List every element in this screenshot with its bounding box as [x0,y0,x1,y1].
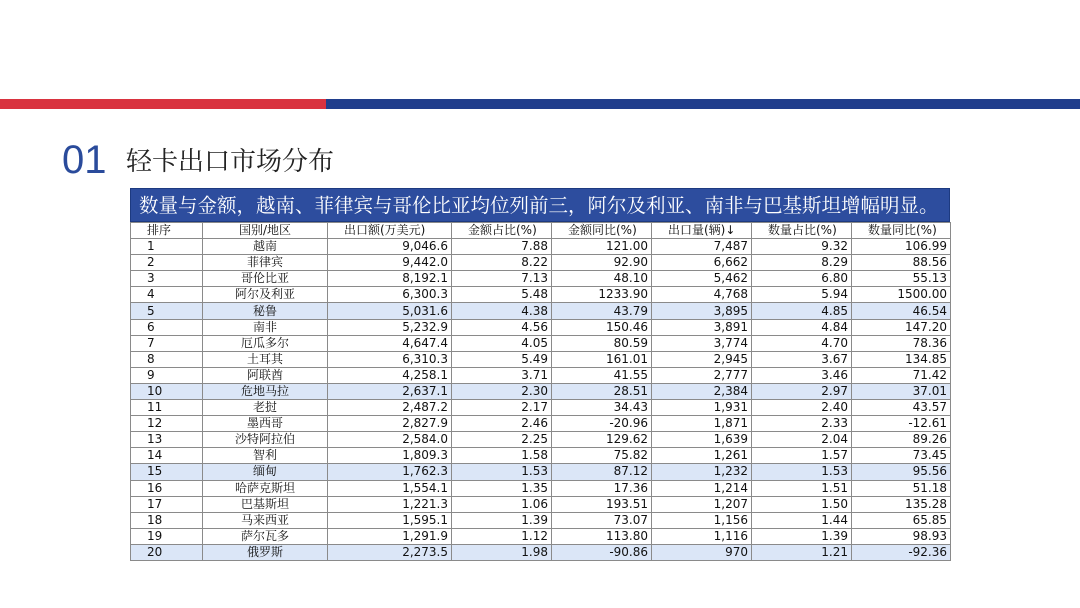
cell-rank: 9 [131,367,203,383]
cell-value-yoy: 113.80 [552,528,652,544]
cell-export-value: 4,258.1 [328,367,452,383]
cell-volume-share: 3.67 [752,351,852,367]
cell-volume-share: 6.80 [752,271,852,287]
cell-volume-yoy: 78.36 [852,335,951,351]
cell-country: 马来西亚 [203,512,328,528]
cell-rank: 12 [131,416,203,432]
col-header-export-volume: 出口量(辆)↓ [652,223,752,239]
cell-value-yoy: 17.36 [552,480,652,496]
cell-export-value: 6,310.3 [328,351,452,367]
cell-volume-yoy: 147.20 [852,319,951,335]
accent-bar-blue [326,99,1080,109]
cell-value-share: 3.71 [452,367,552,383]
cell-volume-share: 1.44 [752,512,852,528]
table-row [131,496,951,512]
cell-rank: 15 [131,464,203,480]
cell-rank: 10 [131,383,203,399]
cell-country: 阿联酋 [203,367,328,383]
cell-value-share: 1.58 [452,448,552,464]
cell-volume-yoy: 135.28 [852,496,951,512]
cell-volume-yoy: -92.36 [852,544,951,560]
col-header-volume-yoy: 数量同比(%) [852,223,951,239]
cell-export-volume: 1,261 [652,448,752,464]
cell-export-value: 2,273.5 [328,544,452,560]
cell-value-yoy: 92.90 [552,255,652,271]
cell-export-volume: 1,207 [652,496,752,512]
table-row [131,528,951,544]
cell-export-volume: 1,116 [652,528,752,544]
cell-export-value: 5,232.9 [328,319,452,335]
cell-rank: 1 [131,239,203,255]
cell-volume-share: 1.51 [752,480,852,496]
table-row [131,416,951,432]
col-header-rank: 排序 [131,223,203,239]
col-header-volume-share: 数量占比(%) [752,223,852,239]
cell-rank: 19 [131,528,203,544]
cell-value-yoy: 80.59 [552,335,652,351]
table-row [131,464,951,480]
cell-export-value: 1,595.1 [328,512,452,528]
cell-export-volume: 970 [652,544,752,560]
cell-country: 越南 [203,239,328,255]
export-market-table [130,222,951,561]
table-row [131,271,951,287]
table-row [131,239,951,255]
cell-country: 俄罗斯 [203,544,328,560]
cell-volume-share: 2.33 [752,416,852,432]
section-number: 01 [62,138,107,182]
cell-value-share: 2.30 [452,383,552,399]
cell-country: 萨尔瓦多 [203,528,328,544]
cell-country: 缅甸 [203,464,328,480]
cell-rank: 6 [131,319,203,335]
table-row [131,255,951,271]
cell-export-value: 5,031.6 [328,303,452,319]
table-row [131,480,951,496]
data-table-panel [130,188,950,561]
cell-volume-yoy: 65.85 [852,512,951,528]
cell-country: 老挝 [203,400,328,416]
cell-value-share: 5.49 [452,351,552,367]
table-row [131,287,951,303]
cell-volume-yoy: 73.45 [852,448,951,464]
table-row [131,448,951,464]
cell-rank: 2 [131,255,203,271]
cell-rank: 20 [131,544,203,560]
cell-volume-yoy: 1500.00 [852,287,951,303]
cell-volume-share: 5.94 [752,287,852,303]
cell-value-yoy: 193.51 [552,496,652,512]
cell-volume-yoy: 88.56 [852,255,951,271]
cell-volume-yoy: 43.57 [852,400,951,416]
table-row [131,512,951,528]
cell-country: 巴基斯坦 [203,496,328,512]
cell-export-volume: 5,462 [652,271,752,287]
cell-value-yoy: 161.01 [552,351,652,367]
cell-export-value: 2,584.0 [328,432,452,448]
cell-volume-share: 1.53 [752,464,852,480]
cell-country: 墨西哥 [203,416,328,432]
cell-export-value: 8,192.1 [328,271,452,287]
cell-export-value: 1,221.3 [328,496,452,512]
cell-export-value: 1,554.1 [328,480,452,496]
cell-value-share: 4.38 [452,303,552,319]
cell-volume-yoy: 89.26 [852,432,951,448]
cell-export-volume: 1,156 [652,512,752,528]
cell-value-share: 1.98 [452,544,552,560]
cell-volume-share: 2.04 [752,432,852,448]
cell-export-volume: 2,777 [652,367,752,383]
cell-value-share: 5.48 [452,287,552,303]
cell-export-volume: 3,891 [652,319,752,335]
cell-rank: 11 [131,400,203,416]
cell-export-value: 9,442.0 [328,255,452,271]
cell-rank: 5 [131,303,203,319]
cell-country: 阿尔及利亚 [203,287,328,303]
cell-country: 危地马拉 [203,383,328,399]
section-title: 轻卡出口市场分布 [126,147,335,177]
cell-value-yoy: 129.62 [552,432,652,448]
cell-export-value: 9,046.6 [328,239,452,255]
cell-volume-share: 3.46 [752,367,852,383]
cell-rank: 18 [131,512,203,528]
cell-volume-yoy: 106.99 [852,239,951,255]
cell-volume-share: 4.84 [752,319,852,335]
cell-value-yoy: 48.10 [552,271,652,287]
cell-value-yoy: 1233.90 [552,287,652,303]
cell-volume-share: 9.32 [752,239,852,255]
cell-volume-yoy: 46.54 [852,303,951,319]
cell-rank: 7 [131,335,203,351]
cell-volume-yoy: 55.13 [852,271,951,287]
cell-country: 菲律宾 [203,255,328,271]
table-row [131,351,951,367]
cell-volume-yoy: 37.01 [852,383,951,399]
cell-volume-share: 2.40 [752,400,852,416]
cell-export-value: 2,827.9 [328,416,452,432]
table-row [131,335,951,351]
cell-country: 秘鲁 [203,303,328,319]
cell-export-value: 2,487.2 [328,400,452,416]
col-header-value-share: 金额占比(%) [452,223,552,239]
cell-country: 哈萨克斯坦 [203,480,328,496]
cell-rank: 14 [131,448,203,464]
cell-export-volume: 1,639 [652,432,752,448]
table-header-row [131,223,951,239]
cell-value-share: 1.06 [452,496,552,512]
cell-rank: 8 [131,351,203,367]
cell-rank: 3 [131,271,203,287]
cell-volume-share: 2.97 [752,383,852,399]
cell-export-volume: 1,931 [652,400,752,416]
cell-value-yoy: 28.51 [552,383,652,399]
cell-value-yoy: 43.79 [552,303,652,319]
cell-export-value: 1,291.9 [328,528,452,544]
cell-export-volume: 3,774 [652,335,752,351]
cell-value-share: 1.53 [452,464,552,480]
cell-volume-share: 1.39 [752,528,852,544]
cell-value-yoy: 75.82 [552,448,652,464]
cell-rank: 17 [131,496,203,512]
cell-value-share: 4.56 [452,319,552,335]
cell-value-share: 1.39 [452,512,552,528]
cell-export-volume: 1,214 [652,480,752,496]
cell-rank: 13 [131,432,203,448]
cell-export-volume: 1,232 [652,464,752,480]
cell-value-share: 2.46 [452,416,552,432]
cell-export-value: 1,809.3 [328,448,452,464]
cell-value-share: 2.25 [452,432,552,448]
cell-export-volume: 7,487 [652,239,752,255]
cell-value-share: 1.12 [452,528,552,544]
table-row [131,544,951,560]
cell-country: 南非 [203,319,328,335]
cell-value-share: 7.13 [452,271,552,287]
cell-export-value: 6,300.3 [328,287,452,303]
cell-volume-share: 1.57 [752,448,852,464]
cell-volume-share: 4.85 [752,303,852,319]
cell-volume-share: 4.70 [752,335,852,351]
table-row [131,319,951,335]
cell-value-yoy: -90.86 [552,544,652,560]
table-row [131,400,951,416]
cell-volume-share: 1.21 [752,544,852,560]
cell-rank: 16 [131,480,203,496]
cell-volume-yoy: 51.18 [852,480,951,496]
cell-export-volume: 6,662 [652,255,752,271]
cell-export-volume: 2,384 [652,383,752,399]
col-header-value-yoy: 金额同比(%) [552,223,652,239]
table-row [131,383,951,399]
cell-volume-yoy: -12.61 [852,416,951,432]
col-header-export-value: 出口额(万美元) [328,223,452,239]
cell-export-value: 2,637.1 [328,383,452,399]
cell-volume-yoy: 98.93 [852,528,951,544]
cell-export-volume: 3,895 [652,303,752,319]
cell-rank: 4 [131,287,203,303]
cell-value-share: 2.17 [452,400,552,416]
cell-volume-share: 1.50 [752,496,852,512]
cell-country: 沙特阿拉伯 [203,432,328,448]
cell-export-volume: 4,768 [652,287,752,303]
cell-export-value: 4,647.4 [328,335,452,351]
cell-value-yoy: -20.96 [552,416,652,432]
cell-value-share: 4.05 [452,335,552,351]
col-header-country: 国别/地区 [203,223,328,239]
cell-export-volume: 2,945 [652,351,752,367]
cell-value-yoy: 34.43 [552,400,652,416]
cell-volume-yoy: 95.56 [852,464,951,480]
cell-volume-share: 8.29 [752,255,852,271]
cell-value-yoy: 150.46 [552,319,652,335]
cell-value-yoy: 73.07 [552,512,652,528]
cell-value-share: 1.35 [452,480,552,496]
table-row [131,432,951,448]
table-row [131,303,951,319]
cell-value-yoy: 121.00 [552,239,652,255]
cell-country: 厄瓜多尔 [203,335,328,351]
cell-value-yoy: 41.55 [552,367,652,383]
cell-export-value: 1,762.3 [328,464,452,480]
cell-value-share: 8.22 [452,255,552,271]
cell-country: 哥伦比亚 [203,271,328,287]
cell-country: 智利 [203,448,328,464]
table-banner: 数量与金额，越南、菲律宾与哥伦比亚均位列前三，阿尔及利亚、南非与巴基斯坦增幅明显。 [130,188,950,222]
cell-country: 土耳其 [203,351,328,367]
cell-volume-yoy: 71.42 [852,367,951,383]
cell-value-yoy: 87.12 [552,464,652,480]
cell-export-volume: 1,871 [652,416,752,432]
accent-bar-red [0,99,326,109]
cell-value-share: 7.88 [452,239,552,255]
table-row [131,367,951,383]
cell-volume-yoy: 134.85 [852,351,951,367]
